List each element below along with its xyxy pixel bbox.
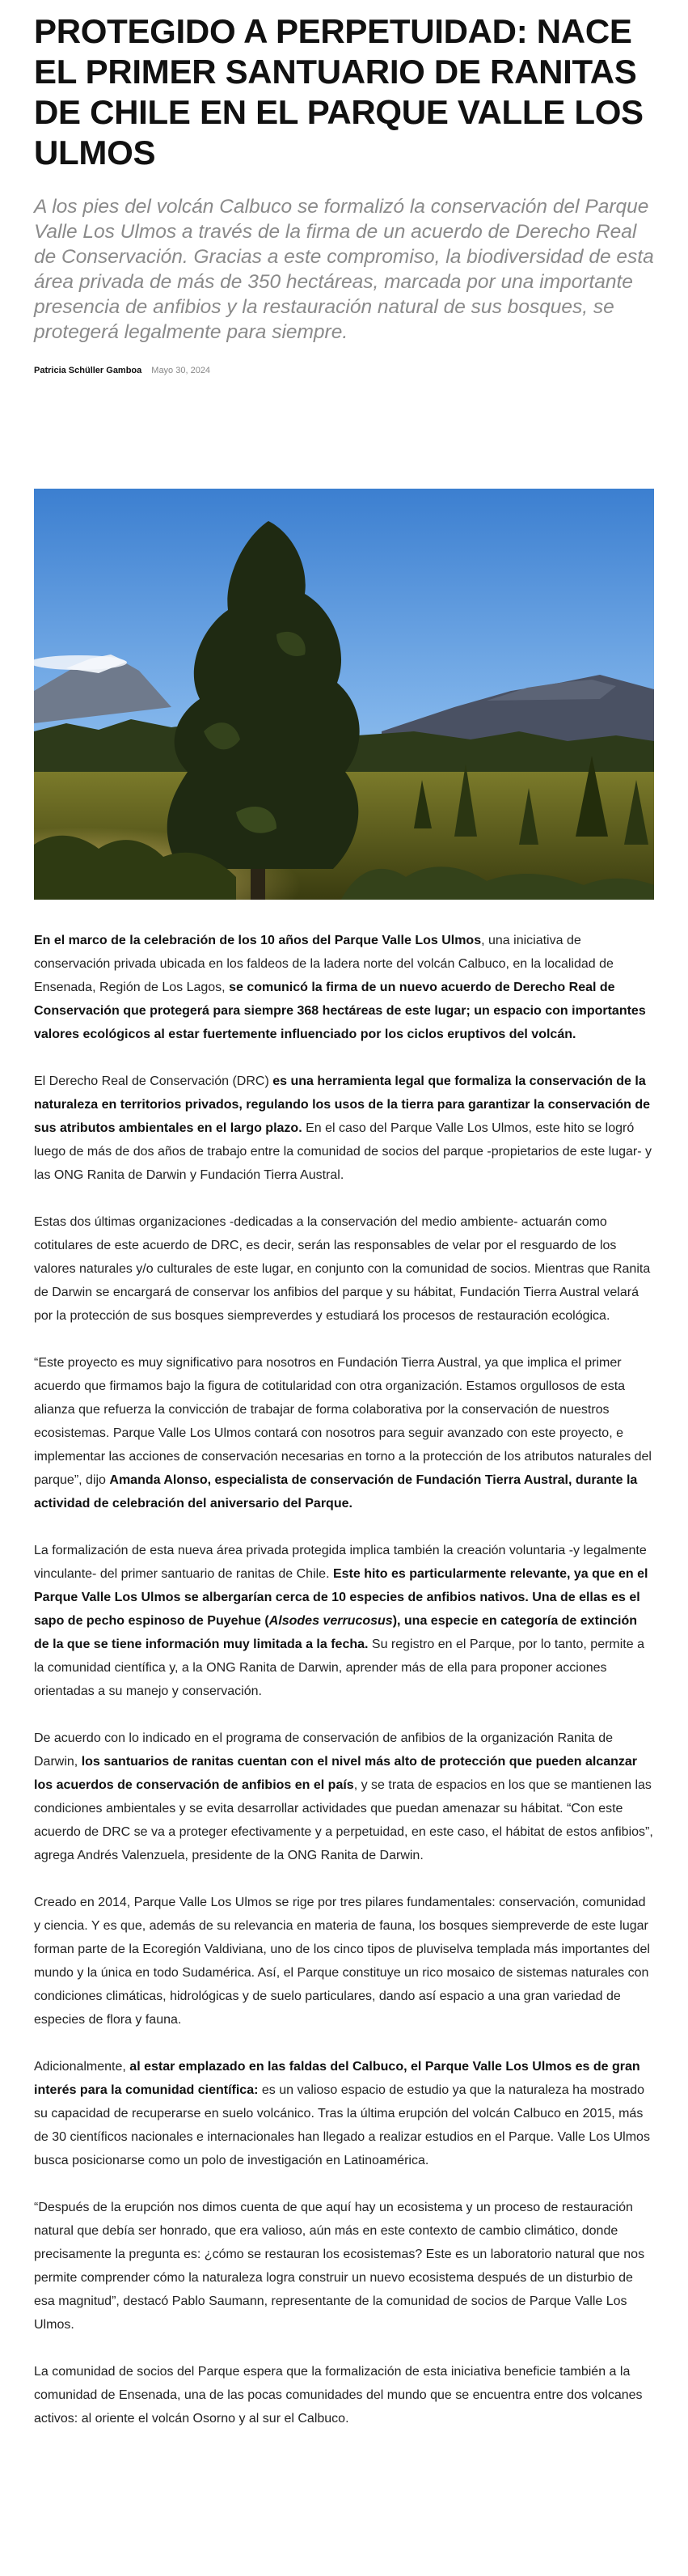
hero-image [34, 489, 654, 900]
text: La comunidad de socios del Parque espera que la formalización de esta iniciativa beneficie también a la comunidad de Ensenada, una de las pocas comunidades del mundo que se encuentra entre dos volcanes activos: al oriente el volcán Osorno y al sur el Calbuco. [34, 2365, 643, 2426]
text: , y se trata de espacios en los que se mantienen las condiciones ambientales y se evita desarrollar actividades que puedan amenazar su hábitat. “Con este acuerdo de DRC se va a proteger efectivamente y a perpetuidad, en este caso, el hábitat de estos anfibios”, agrega Andrés Valenzuela, presidente de la ONG Ranita de Darwin. [34, 1778, 653, 1862]
text: es un valioso espacio de estudio ya que la naturaleza ha mostrado su capacidad de recuperarse en suelo volcánico. Tras la última erupción del volcán Calbuco en 2015, más de 30 científicos nacionales e internacionales han llegado a realizar estudios en el Parque. Valle Los Ulmos busca posicionarse como un polo de investigación en Latinoamérica. [34, 2083, 650, 2167]
text: De acuerdo con lo indicado en el programa de conservación de anfibios de la organización Ranita de Darwin, [34, 1731, 614, 1769]
text: Creado en 2014, Parque Valle Los Ulmos se rige por tres pilares fundamentales: conservación, comunidad y ciencia. Y es que, además de su relevancia en materia de fauna, los bosques siempreverde de este lugar forman parte de la Ecoregión Valdiviana, uno de los cinco tipos de pluviselva templada más importantes del mundo y la única en todo Sudamérica. Así, el Parque constituye un rico mosaico de sistemas naturales con condiciones climáticas, hidrológicas y de suelo particulares, dando así espacio a una gran variedad de especies de flora y fauna. [34, 1896, 650, 2027]
paragraph [34, 2055, 654, 2172]
text: “Después de la erupción nos dimos cuenta de que aquí hay un ecosistema y un proceso de restauración natural que debía ser honrado, que era valioso, aún más en este contexto de cambio climático, donde precisamente la pregunta es: ¿cómo se restauran los ecosistemas? Este es un laboratorio natural que nos permite comprender cómo la naturaleza logra construir un nuevo ecosistema después de un disturbio de esa magnitud”, destacó Pablo Saumann, representante de la comunidad de socios de Parque Valle Los Ulmos. [34, 2201, 645, 2332]
paragraph [34, 1351, 654, 1515]
article-meta [34, 366, 654, 375]
species-name: Alsodes verrucosus [268, 1614, 393, 1628]
emphasis: En el marco de la celebración de los 10 años del Parque Valle Los Ulmos [34, 934, 482, 947]
emphasis [269, 1614, 393, 1628]
emphasis: Este hito es particularmente relevante, ya que en el Parque Valle Los Ulmos se albergarían cerca de 10 especies de anfibios nativos. Una de ellas es el sapo de pecho espinoso de Puyehue ( [34, 1567, 648, 1628]
emphasis: los santuarios de ranitas cuentan con el nivel más alto de protección que pueden alcanzar los acuerdos de conservación de anfibios en el país [34, 1755, 637, 1792]
text: “Este proyecto es muy significativo para nosotros en Fundación Tierra Austral, ya que implica el primer acuerdo que firmamos bajo la figura de cotitularidad con otra organización. Estamos orgullosos de esta alianza que refuerza la convicción de trabajar de forma colaborativa por la conservación de nuestros ecosistemas. Parque Valle Los Ulmos contará con nosotros para seguir avanzado con este proyecto, e implementar las acciones de conservación necesarias en torno a la protección de los atributos naturales del parque”, dijo [34, 1356, 652, 1487]
paragraph [34, 1210, 654, 1328]
text: El Derecho Real de Conservación (DRC) [34, 1074, 273, 1088]
paragraph [34, 2196, 654, 2337]
emphasis: ), una especie en categoría de extinción de la que se tiene información muy limitada a la fecha. [34, 1614, 638, 1651]
emphasis: Amanda Alonso, especialista de conservación de Fundación Tierra Austral, durante la actividad de celebración del aniversario del Parque. [34, 1473, 638, 1510]
emphasis: al estar emplazado en las faldas del Calbuco, el Parque Valle Los Ulmos es de gran interés para la comunidad científica: [34, 2060, 640, 2097]
text: En el caso del Parque Valle Los Ulmos, este hito se logró luego de más de dos años de trabajo entre la comunidad de socios del parque -propietarios de este lugar- y las ONG Ranita de Darwin y Fundación Tierra Austral. [34, 1121, 652, 1182]
text: La formalización de esta nueva área privada protegida implica también la creación voluntaria -y legalmente vinculante- del primer santuario de ranitas de Chile. [34, 1544, 647, 1581]
paragraph [34, 1539, 654, 1703]
text: Adicionalmente, [34, 2060, 130, 2074]
text: Estas dos últimas organizaciones -dedicadas a la conservación del medio ambiente- actuarán como cotitulares de este acuerdo de DRC, es decir, serán las responsables de velar por el resguardo de los valores naturales y/o culturales de este lugar, en conjunto con la comunidad de socios. Mientras que Ranita de Darwin se encargará de conservar los anfibios del parque y su hábitat, Fundación Tierra Austral velará por la protección de sus bosques siempreverdes y estudiará los procesos de restauración ecológica. [34, 1215, 651, 1323]
article-subtitle: A los pies del volcán Calbuco se formalizó la conservación del Parque Valle Los Ulmos a través de la firma de un acuerdo de Derecho Real de Conservación. Gracias a este compromiso, la biodiversidad de esta área privada de más de 350 hectáreas, marcada por una importante presencia de anfibios y la restauración natural de sus bosques, se protegerá legalmente para siempre. [34, 196, 654, 343]
text: , una iniciativa de conservación privada ubicada en los faldeos de la ladera norte del volcán Calbuco, en la localidad de Ensenada, Región de Los Lagos, [34, 934, 614, 994]
paragraph [34, 2360, 654, 2430]
article-title: PROTEGIDO A PERPETUIDAD: NACE EL PRIMER SANTUARIO DE RANITAS DE CHILE EN EL PARQUE VALLE LOS ULMOS [34, 12, 644, 172]
paragraph [34, 929, 654, 1046]
emphasis: es una herramienta legal que formaliza la conservación de la naturaleza en territorios privados, regulando los usos de la tierra para garantizar la conservación de sus atributos ambientales en el largo plazo. [34, 1074, 651, 1135]
text: Su registro en el Parque, por lo tanto, permite a la comunidad científica y, a la ONG Ranita de Darwin, aprender más de ella para proponer acciones orientadas a su manejo y conservación. [34, 1638, 644, 1698]
paragraph [34, 1070, 654, 1187]
publish-date: Mayo 30, 2024 [151, 366, 211, 375]
author-name[interactable]: Patricia Schüller Gamboa [34, 366, 142, 375]
emphasis: se comunicó la firma de un nuevo acuerdo de Derecho Real de Conservación que protegerá para siempre 368 hectáreas de este lugar; un espacio con importantes valores ecológicos al estar fuertemente influenciado por los ciclos eruptivos del volcán. [34, 981, 646, 1041]
paragraph [34, 1891, 654, 2032]
paragraph [34, 1727, 654, 1867]
article-body [34, 929, 654, 2430]
